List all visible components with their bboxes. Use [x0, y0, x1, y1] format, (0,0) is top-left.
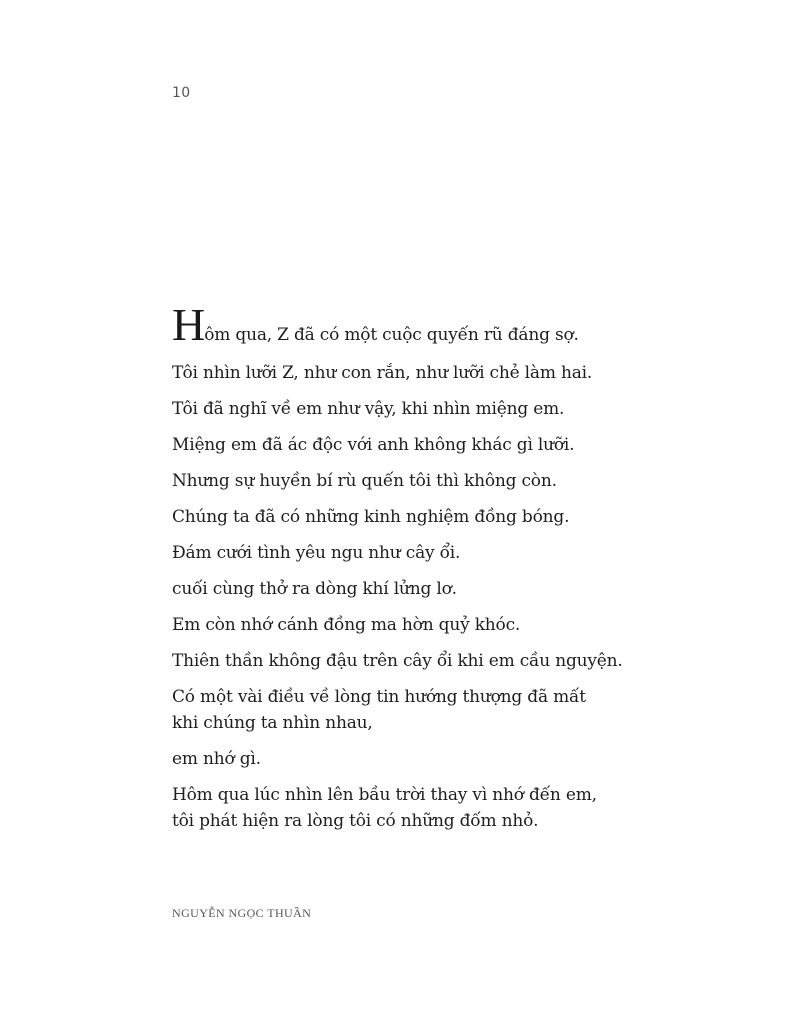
verse-line: tôi phát hiện ra lòng tôi có những đốm nhỏ.	[172, 811, 539, 831]
poem-first-line	[172, 299, 642, 350]
poem-verse	[172, 432, 642, 458]
verse-line: khi chúng ta nhìn nhau,	[172, 713, 373, 733]
poem-verse	[172, 576, 642, 602]
verse-line: cuối cùng thở ra dòng khí lửng lơ.	[172, 579, 457, 599]
poem-verse	[172, 612, 642, 638]
first-line-text: ôm qua, Z đã có một cuộc quyến rũ đáng sợ.	[204, 325, 579, 345]
poem-verse	[172, 684, 642, 736]
poem-verse	[172, 396, 642, 422]
verse-line: Tôi đã nghĩ về em như vậy, khi nhìn miệng em.	[172, 399, 565, 419]
poem-verse	[172, 648, 642, 674]
poem	[172, 299, 642, 844]
verse-line: Có một vài điều về lòng tin hướng thượng đã mất	[172, 687, 586, 707]
poem-verse	[172, 540, 642, 566]
poem-verse	[172, 468, 642, 494]
poem-verse	[172, 782, 642, 834]
poem-verse	[172, 360, 642, 386]
verse-line: em nhớ gì.	[172, 749, 261, 769]
author-name: NGUYỄN NGỌC THUẦN	[172, 906, 312, 920]
page-number: 10	[172, 85, 191, 101]
verse-line: Tôi nhìn lưỡi Z, như con rắn, như lưỡi chẻ làm hai.	[172, 363, 593, 383]
poem-verse	[172, 504, 642, 530]
verse-line: Miệng em đã ác độc với anh không khác gì lưỡi.	[172, 435, 575, 455]
drop-cap: H	[172, 299, 205, 350]
verse-line: Nhưng sự huyền bí rù quến tôi thì không còn.	[172, 471, 557, 491]
verse-line: Đám cưới tình yêu ngu như cây ổi.	[172, 543, 461, 563]
verse-line: Em còn nhớ cánh đồng ma hờn quỷ khóc.	[172, 615, 521, 635]
poem-verse	[172, 746, 642, 772]
verse-line: Chúng ta đã có những kinh nghiệm đồng bóng.	[172, 507, 570, 527]
verse-line: Thiên thần không đậu trên cây ổi khi em cầu nguyện.	[172, 651, 623, 671]
verse-line: Hôm qua lúc nhìn lên bầu trời thay vì nhớ đến em,	[172, 785, 597, 805]
